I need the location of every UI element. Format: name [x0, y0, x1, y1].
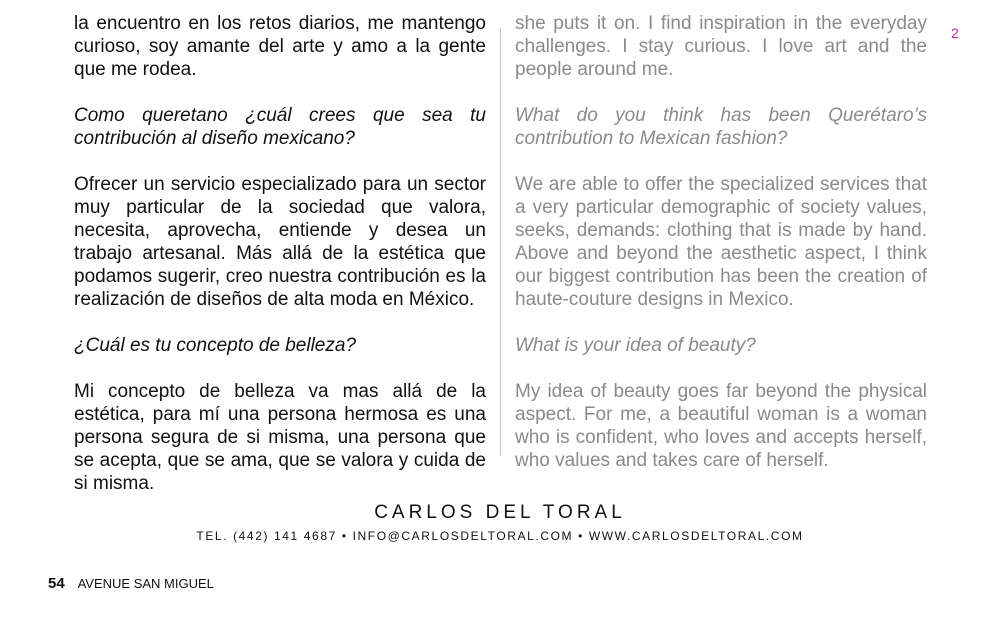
page-marker: 2 — [951, 25, 959, 41]
column-divider — [500, 28, 501, 456]
page-footer — [48, 575, 214, 592]
question-beauty-en: What is your idea of beauty? — [515, 335, 756, 356]
answer-beauty-en: My idea of beauty goes far beyond the physical aspect. For me, a beautiful woman is a woman who is confident, who loves and accepts herself, who values and takes care of herself. — [515, 381, 927, 471]
magazine-name: AVENUE SAN MIGUEL — [77, 576, 214, 591]
separator: • — [578, 529, 584, 543]
intro-paragraph-en: she puts it on. I find inspiration in the everyday challenges. I stay curious. I love art and the people around me. — [515, 13, 927, 80]
page-number: 54 — [48, 575, 65, 592]
brand-name: CARLOS DEL TORAL — [374, 502, 626, 523]
english-column — [515, 12, 927, 472]
answer-beauty: Mi concepto de belleza va mas allá de la estética, para mí una persona hermosa es una persona segura de si misma, una persona que se acepta, que se ama, que se valora y cuida de si misma. — [74, 381, 486, 494]
contact-phone[interactable]: TEL. (442) 141 4687 — [196, 529, 337, 543]
contact-email-link[interactable]: INFO@CARLOSDELTORAL.COM — [352, 529, 574, 543]
separator: • — [341, 529, 348, 543]
question-contribution: Como queretano ¿cuál crees que sea tu contribución al diseño mexicano? — [74, 105, 486, 149]
contact-website-link[interactable]: WWW.CARLOSDELTORAL.COM — [588, 529, 804, 543]
question-beauty: ¿Cuál es tu concepto de belleza? — [74, 335, 357, 356]
answer-contribution-en: We are able to offer the specialized services that a very particular demographic of society values, seeks, demands: clothing that is made by hand. Above and beyond the aesthetic aspect, I think our biggest contribution has been the creation of haute-couture designs in Mexico. — [515, 174, 927, 310]
answer-contribution: Ofrecer un servicio especializado para un sector muy particular de la sociedad que valora, necesita, aprovecha, entiende y desea un trabajo artesanal. Más allá de la estética que podamos sugerir, creo nuestra contribución es la realización de diseños de alta moda en México. — [74, 174, 486, 310]
intro-paragraph: la encuentro en los retos diarios, me mantengo curioso, soy amante del arte y amo a la gente que me rodea. — [74, 13, 486, 80]
question-contribution-en: What do you think has been Querétaro’s contribution to Mexican fashion? — [515, 105, 927, 149]
contact-line — [0, 529, 1000, 543]
spanish-column — [74, 12, 486, 495]
